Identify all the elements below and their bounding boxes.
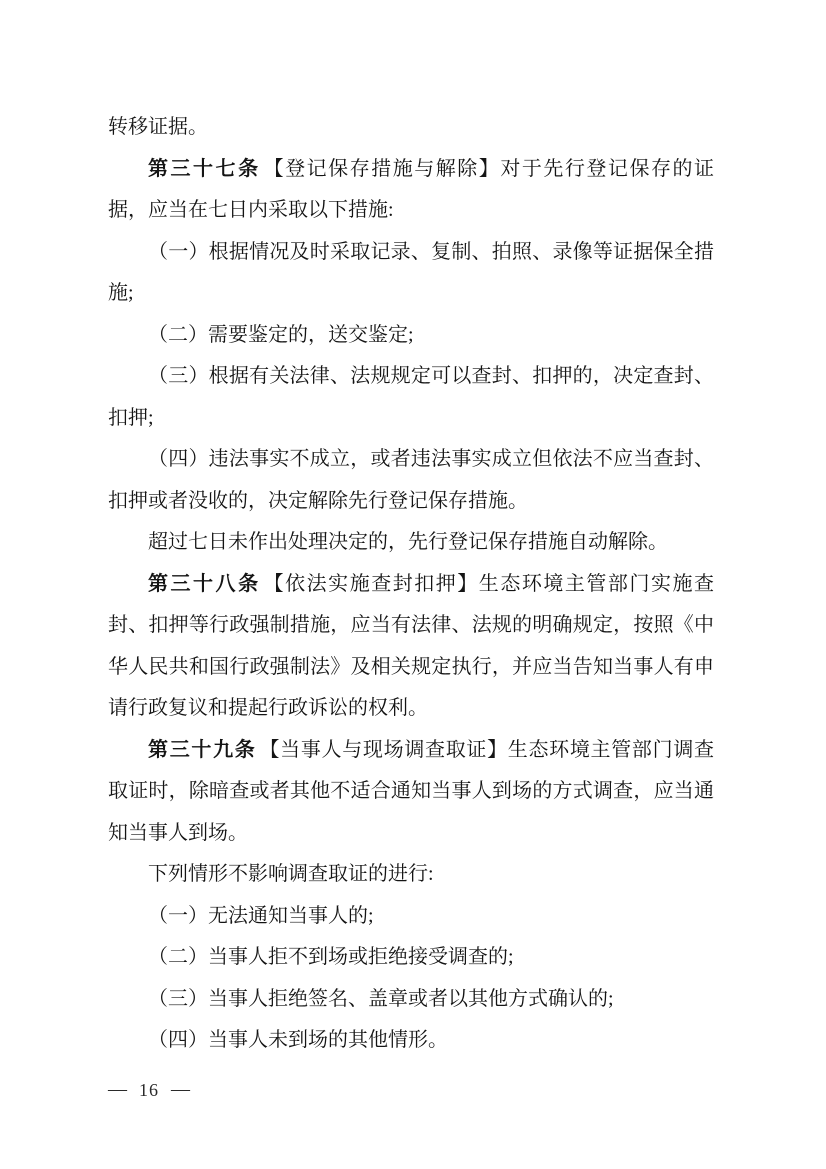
article-paragraph <box>108 149 714 232</box>
list-item-paragraph <box>108 896 714 938</box>
page-footer <box>108 1077 190 1103</box>
list-item-paragraph <box>108 979 714 1021</box>
paragraph-text: （四）违法事实不成立，或者违法事实成立但依法不应当查封、扣押或者没收的，决定解除先行登记保存措施。 <box>108 448 714 512</box>
footer-dash-right: — <box>171 1079 190 1100</box>
article-paragraph <box>108 730 714 855</box>
paragraph-text: （四）当事人未到场的其他情形。 <box>148 1029 448 1051</box>
paragraph-text: 【依法实施查封扣押】生态环境主管部门实施查封、扣押等行政强制措施，应当有法律、法规的明确规定，按照《中华人民共和国行政强制法》及相关规定执行，并应当告知当事人有申请行政复议和提起行政诉讼的权利。 <box>108 572 715 719</box>
article-paragraph <box>108 564 714 730</box>
list-item-paragraph <box>108 937 714 979</box>
paragraph-text: 转移证据。 <box>108 116 208 138</box>
list-item-paragraph <box>108 315 714 357</box>
paragraph-text: （三）根据有关法律、法规规定可以查封、扣押的，决定查封、扣押; <box>108 365 714 429</box>
paragraph-text: （三）当事人拒绝签名、盖章或者以其他方式确认的; <box>148 987 614 1010</box>
article-number: 第三十九条 <box>148 738 257 761</box>
paragraph-text: （二）当事人拒不到场或拒绝接受调查的; <box>148 946 514 968</box>
paragraph-text: （一）根据情况及时采取记录、复制、拍照、录像等证据保全措施; <box>108 240 714 304</box>
paragraph-text: 超过七日未作出处理决定的，先行登记保存措施自动解除。 <box>148 531 668 553</box>
page-number: 16 <box>139 1080 159 1100</box>
footer-dash-left: — <box>108 1079 127 1100</box>
paragraph <box>108 522 714 564</box>
article-number: 第三十七条 <box>148 157 261 180</box>
list-item-paragraph <box>108 356 714 439</box>
paragraph-text: （二）需要鉴定的，送交鉴定; <box>148 323 414 346</box>
paragraph-text: （一）无法通知当事人的; <box>148 904 374 927</box>
paragraph <box>108 854 714 896</box>
list-item-paragraph <box>108 1020 714 1062</box>
paragraph <box>108 107 714 149</box>
paragraph-text: 【当事人与现场调查取证】生态环境主管部门调查取证时，除暗查或者其他不适合通知当事人到场的方式调查，应当通知当事人到场。 <box>108 738 715 844</box>
document-body <box>108 107 714 1062</box>
article-number: 第三十八条 <box>148 572 261 595</box>
paragraph-text: 【登记保存措施与解除】对于先行登记保存的证据，应当在七日内采取以下措施: <box>108 157 715 221</box>
paragraph-text: 下列情形不影响调查取证的进行: <box>148 863 434 885</box>
list-item-paragraph <box>108 232 714 315</box>
list-item-paragraph <box>108 439 714 522</box>
